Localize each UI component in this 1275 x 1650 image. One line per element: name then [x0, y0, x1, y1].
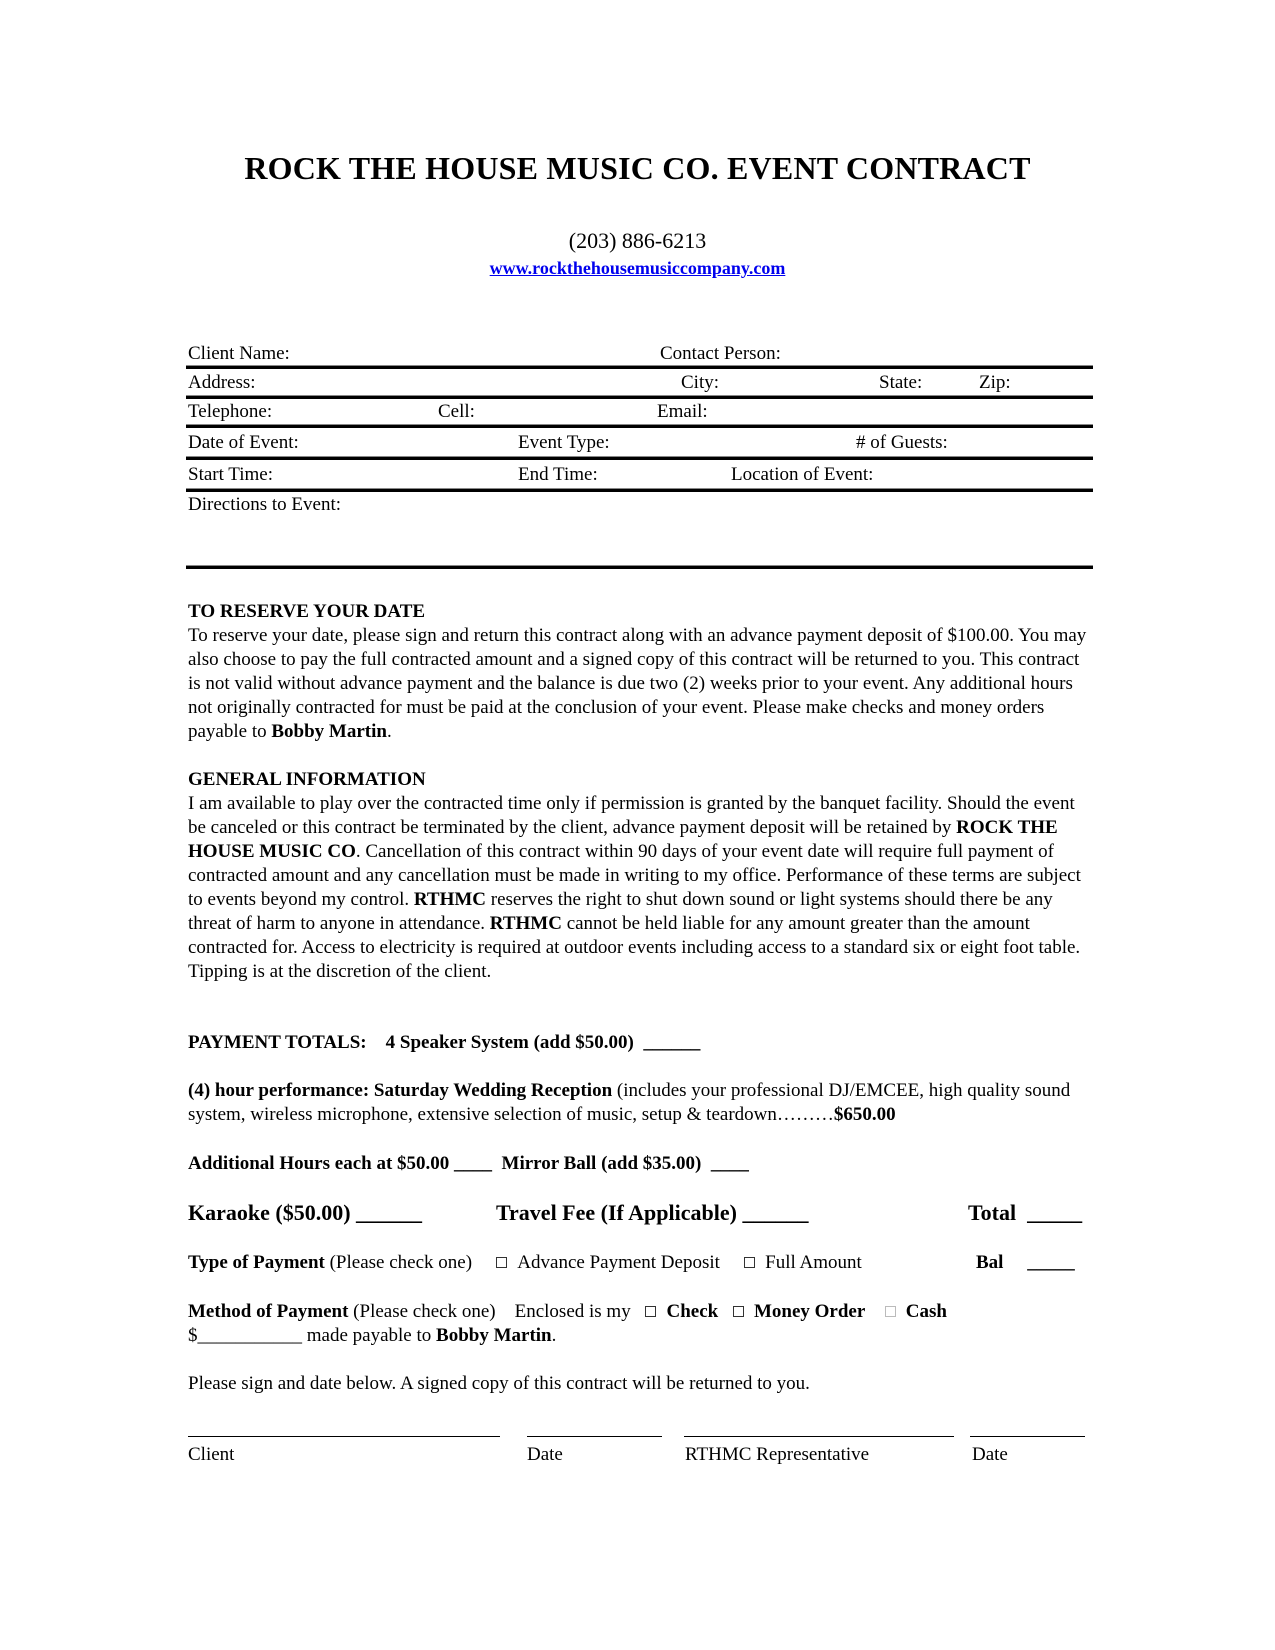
state-label: State:: [879, 372, 923, 393]
reserve-payee: Bobby Martin: [271, 721, 387, 742]
client-signature-label: Client: [188, 1444, 235, 1465]
payable-to-text: made payable to: [302, 1325, 437, 1346]
additional-line: [188, 1153, 749, 1175]
travel-fee-blank[interactable]: ______: [742, 1200, 809, 1225]
bal-label: Bal: [976, 1252, 1004, 1273]
client-name-line[interactable]: [186, 365, 1093, 369]
travel-line: [496, 1200, 808, 1226]
check-option: Check: [666, 1301, 719, 1322]
general-abbr-1: RTHMC: [413, 889, 487, 910]
reserve-section: [188, 600, 1088, 744]
contract-title: ROCK THE HOUSE MUSIC CO. EVENT CONTRACT: [244, 150, 1031, 186]
speaker-option: 4 Speaker System (add $50.00): [385, 1032, 634, 1053]
general-text-1: I am available to play over the contracted time only if permission is granted by the banquet facility. Should the event be canceled or this contract be terminated by the client, advance payment deposit will be retained by: [188, 793, 1075, 838]
karaoke-blank[interactable]: ______: [356, 1200, 423, 1225]
performance-line: [188, 1079, 1088, 1127]
performance-description: (includes your professional DJ/EMCEE, high quality sound system, wireless microphone, extensive selection of music, setup & teardown………: [188, 1080, 1071, 1125]
total-label: Total: [968, 1200, 1017, 1225]
speaker-blank[interactable]: ______: [643, 1032, 701, 1053]
client-date-line[interactable]: [527, 1436, 662, 1437]
payment-end: .: [551, 1325, 557, 1346]
client-name-label: Client Name:: [188, 343, 290, 364]
client-date-label: Date: [527, 1444, 563, 1465]
total-blank[interactable]: _____: [1027, 1200, 1083, 1225]
payment-totals-line: [188, 1032, 700, 1054]
address-label: Address:: [188, 372, 256, 393]
telephone-line[interactable]: [186, 424, 1093, 428]
bal-blank[interactable]: _____: [1027, 1252, 1075, 1273]
total-line: [968, 1200, 1082, 1226]
start-time-line[interactable]: [186, 488, 1093, 492]
additional-hours: Additional Hours each at $50.00: [188, 1153, 450, 1174]
zip-label: Zip:: [979, 372, 1011, 393]
rep-date-line[interactable]: [970, 1436, 1085, 1437]
performance-price: $650.00: [833, 1104, 896, 1125]
general-body: [188, 792, 1088, 984]
general-company: ROCK THE HOUSE MUSIC CO: [188, 817, 1058, 862]
general-heading: GENERAL INFORMATION: [188, 769, 426, 790]
reserve-end: .: [386, 721, 392, 742]
general-section: [188, 768, 1088, 984]
amount-line: [188, 1325, 556, 1347]
reserve-text: To reserve your date, please sign and return this contract along with an advance payment deposit of $100.00. You may also choose to pay the full contracted amount and a signed copy of this contract will be returned to you. This contract is not valid without advance payment and the balance is due two (2) weeks prior to your event. Any additional hours not originally contracted for must be paid at the conclusion of your event. Please make checks and money orders payable to: [188, 625, 1087, 742]
payment-payee: Bobby Martin: [436, 1325, 552, 1346]
date-of-event-label: Date of Event:: [188, 432, 299, 453]
date-of-event-line[interactable]: [186, 456, 1093, 460]
general-text-2: . Cancellation of this contract within 90 days of your event date will require full payment of contracted amount and any cancellation must be made in writing to my office. Performance of these terms are subject to events beyond my control.: [188, 841, 1081, 910]
type-of-payment-label: Type of Payment: [188, 1252, 325, 1273]
mirror-ball-blank[interactable]: ____: [710, 1153, 749, 1174]
check-checkbox[interactable]: [645, 1306, 656, 1317]
performance-title: (4) hour performance: Saturday Wedding Reception: [188, 1080, 613, 1101]
travel-fee: Travel Fee (If Applicable): [496, 1200, 737, 1225]
full-amount-checkbox[interactable]: [744, 1257, 755, 1268]
reserve-heading: TO RESERVE YOUR DATE: [188, 601, 426, 622]
amount-blank[interactable]: $___________: [188, 1325, 302, 1346]
general-text-4: cannot be held liable for any amount greater than the amount contracted for. Access to electricity is required at outdoor events including access to a standard six or eight foot table. Tipping is at the discretion of the client.: [188, 913, 1081, 982]
guests-label: # of Guests:: [856, 432, 948, 453]
full-amount-option: Full Amount: [765, 1252, 862, 1273]
type-of-payment-hint: (Please check one): [324, 1252, 473, 1273]
method-of-payment-label: Method of Payment: [188, 1301, 349, 1322]
money-order-option: Money Order: [753, 1301, 866, 1322]
reserve-body: [188, 624, 1088, 744]
cash-option: Cash: [905, 1301, 947, 1322]
client-signature-line[interactable]: [188, 1436, 500, 1437]
mirror-ball: Mirror Ball (add $35.00): [501, 1153, 702, 1174]
method-of-payment-line: [188, 1301, 947, 1323]
karaoke-line: [188, 1200, 422, 1226]
directions-line[interactable]: [186, 565, 1093, 569]
location-label: Location of Event:: [731, 464, 874, 485]
rep-signature-line[interactable]: [684, 1436, 954, 1437]
event-type-label: Event Type:: [518, 432, 610, 453]
payment-totals-label: PAYMENT TOTALS:: [188, 1032, 367, 1053]
end-time-label: End Time:: [518, 464, 598, 485]
cell-label: Cell:: [438, 401, 475, 422]
email-label: Email:: [657, 401, 708, 422]
bal-line: [976, 1252, 1075, 1274]
type-of-payment-line: [188, 1252, 862, 1274]
advance-deposit-option: Advance Payment Deposit: [517, 1252, 720, 1273]
address-line[interactable]: [186, 395, 1093, 399]
rep-date-label: Date: [972, 1444, 1008, 1465]
enclosed-text: Enclosed is my: [514, 1301, 631, 1322]
additional-hours-blank[interactable]: ____: [454, 1153, 493, 1174]
cash-checkbox[interactable]: [885, 1306, 896, 1317]
rep-signature-label: RTHMC Representative: [685, 1444, 870, 1465]
start-time-label: Start Time:: [188, 464, 273, 485]
sign-instruction: Please sign and date below. A signed copy of this contract will be returned to you.: [188, 1373, 810, 1394]
website-link-wrap: [0, 258, 1275, 279]
directions-label: Directions to Event:: [188, 494, 342, 515]
telephone-label: Telephone:: [188, 401, 273, 422]
website-link[interactable]: www.rockthehousemusiccompany.com: [489, 258, 786, 278]
city-label: City:: [681, 372, 720, 393]
karaoke: Karaoke ($50.00): [188, 1200, 351, 1225]
contact-person-label: Contact Person:: [660, 343, 781, 364]
general-abbr-2: RTHMC: [489, 913, 562, 934]
phone-number: (203) 886-6213: [568, 228, 707, 253]
general-text-3: reserves the right to shut down sound or light systems should there be any threat of harm to anyone in attendance.: [188, 889, 1053, 934]
method-of-payment-hint: (Please check one): [348, 1301, 496, 1322]
advance-deposit-checkbox[interactable]: [496, 1257, 507, 1268]
money-order-checkbox[interactable]: [733, 1306, 744, 1317]
